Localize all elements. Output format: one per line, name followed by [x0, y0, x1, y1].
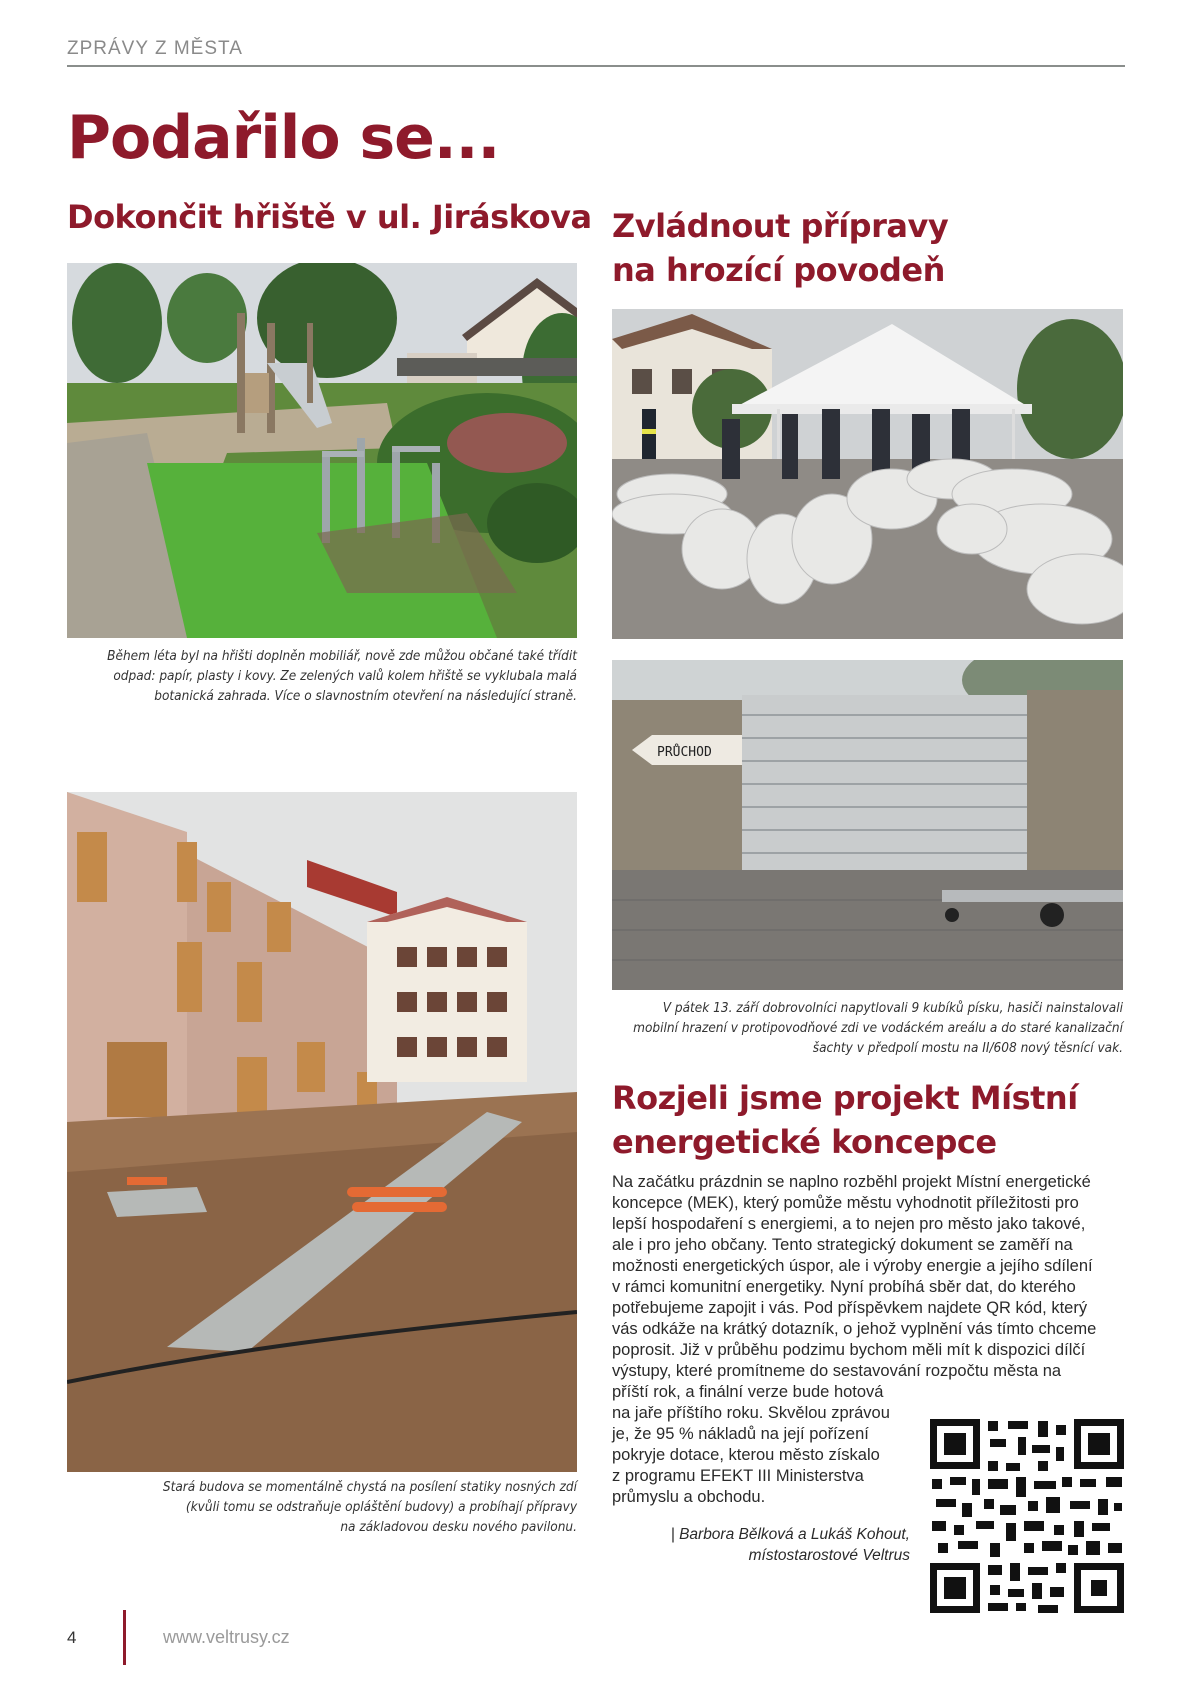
caption-line: (kvůli tomu se odstraňuje opláštění budovy) a probíhají přípravy	[185, 1499, 577, 1515]
body-line: Na začátku prázdnin se naplno rozběhl projekt Místní energetické	[612, 1173, 1091, 1191]
heading-line: energetické koncepce	[612, 1123, 997, 1161]
heading-line: na hrozící povodeň	[612, 251, 945, 289]
photo-sandbags	[612, 309, 1123, 639]
caption-flood	[612, 998, 1123, 1058]
header-rule	[67, 65, 1125, 67]
body-line: koncepce (MEK), který pomůže městu vyhodnotit příležitosti pro	[612, 1194, 1079, 1212]
caption-line: na základovou desku nového pavilonu.	[340, 1519, 577, 1535]
body-line: pokryje dotace, kterou město získalo	[612, 1446, 880, 1464]
heading-line: Rozjeli jsme projekt Místní	[612, 1079, 1078, 1117]
body-line: ale i pro jeho občany. Tento strategický dokument se zaměří na	[612, 1236, 1073, 1254]
body-line: průmyslu a obchodu.	[612, 1488, 766, 1506]
body-line: lepší hospodaření s energiemi, a to nejen pro město jako takové,	[612, 1215, 1086, 1233]
photo-playground	[67, 263, 577, 638]
footer-divider	[123, 1610, 126, 1665]
caption-line: botanická zahrada. Více o slavnostním otevření na následující straně.	[154, 688, 577, 704]
caption-line: Během léta byl na hřišti doplněn mobiliář, nově zde můžou občané také třídit	[107, 648, 577, 664]
barrier-sign-text: PRŮCHOD	[657, 745, 712, 760]
body-line: poprosit. Již v průběhu podzimu bychom měli mít k dispozici dílčí	[612, 1341, 1086, 1359]
author-role: místostarostové Veltrus	[748, 1547, 910, 1564]
heading-mek	[612, 1076, 1078, 1164]
heading-flood	[612, 204, 948, 292]
body-line: výstupy, které promítneme do sestavování rozpočtu města na	[612, 1362, 1062, 1380]
caption-line: mobilní hrazení v protipovodňové zdi ve vodáckém areálu a do staré kanalizační	[633, 1020, 1123, 1036]
caption-playground	[67, 646, 577, 706]
page-title: Podařilo se...	[67, 103, 500, 173]
caption-line: šachty v předpolí mostu na II/608 nový těsnící vak.	[812, 1040, 1123, 1056]
body-line: v rámci komunitní energetiky. Nyní probíhá sběr dat, do kterého	[612, 1278, 1076, 1296]
photo-construction	[67, 792, 577, 1472]
caption-construction	[67, 1477, 577, 1537]
body-line: je, že 95 % nákladů na její pořízení	[612, 1425, 869, 1443]
photo-barrier	[612, 660, 1123, 990]
body-line: na jaře příštího roku. Skvělou zprávou	[612, 1404, 890, 1422]
heading-line: Zvládnout přípravy	[612, 207, 949, 245]
author-names: | Barbora Bělková a Lukáš Kohout,	[670, 1526, 910, 1543]
body-line: příští rok, a finální verze bude hotová	[612, 1383, 884, 1401]
author-signature	[612, 1524, 910, 1566]
footer-website-link[interactable]: www.veltrusy.cz	[163, 1627, 290, 1647]
body-line: potřebujeme zapojit i vás. Pod příspěvkem najdete QR kód, který	[612, 1299, 1088, 1317]
body-line: možnosti energetických úspor, ale i výroby energie a jejího sdílení	[612, 1257, 1093, 1275]
body-line: vás odkáže na krátký dotazník, o jehož vyplnění vás tímto chceme	[612, 1320, 1097, 1338]
caption-line: Stará budova se momentálně chystá na posílení statiky nosných zdí	[162, 1479, 577, 1495]
body-line: z programu EFEKT III Ministerstva	[612, 1467, 864, 1485]
caption-line: V pátek 13. září dobrovolníci napytlovali 9 kubíků písku, hasiči nainstalovali	[662, 1000, 1123, 1016]
caption-line: odpad: papír, plasty i kovy. Ze zelených valů kolem hřiště se vyklubala malá	[113, 668, 577, 684]
page-number: 4	[67, 1628, 77, 1647]
section-label: ZPRÁVY Z MĚSTA	[67, 38, 243, 59]
heading-playground: Dokončit hřiště v ul. Jiráskova	[67, 198, 592, 236]
qr-code-icon[interactable]	[928, 1417, 1126, 1615]
